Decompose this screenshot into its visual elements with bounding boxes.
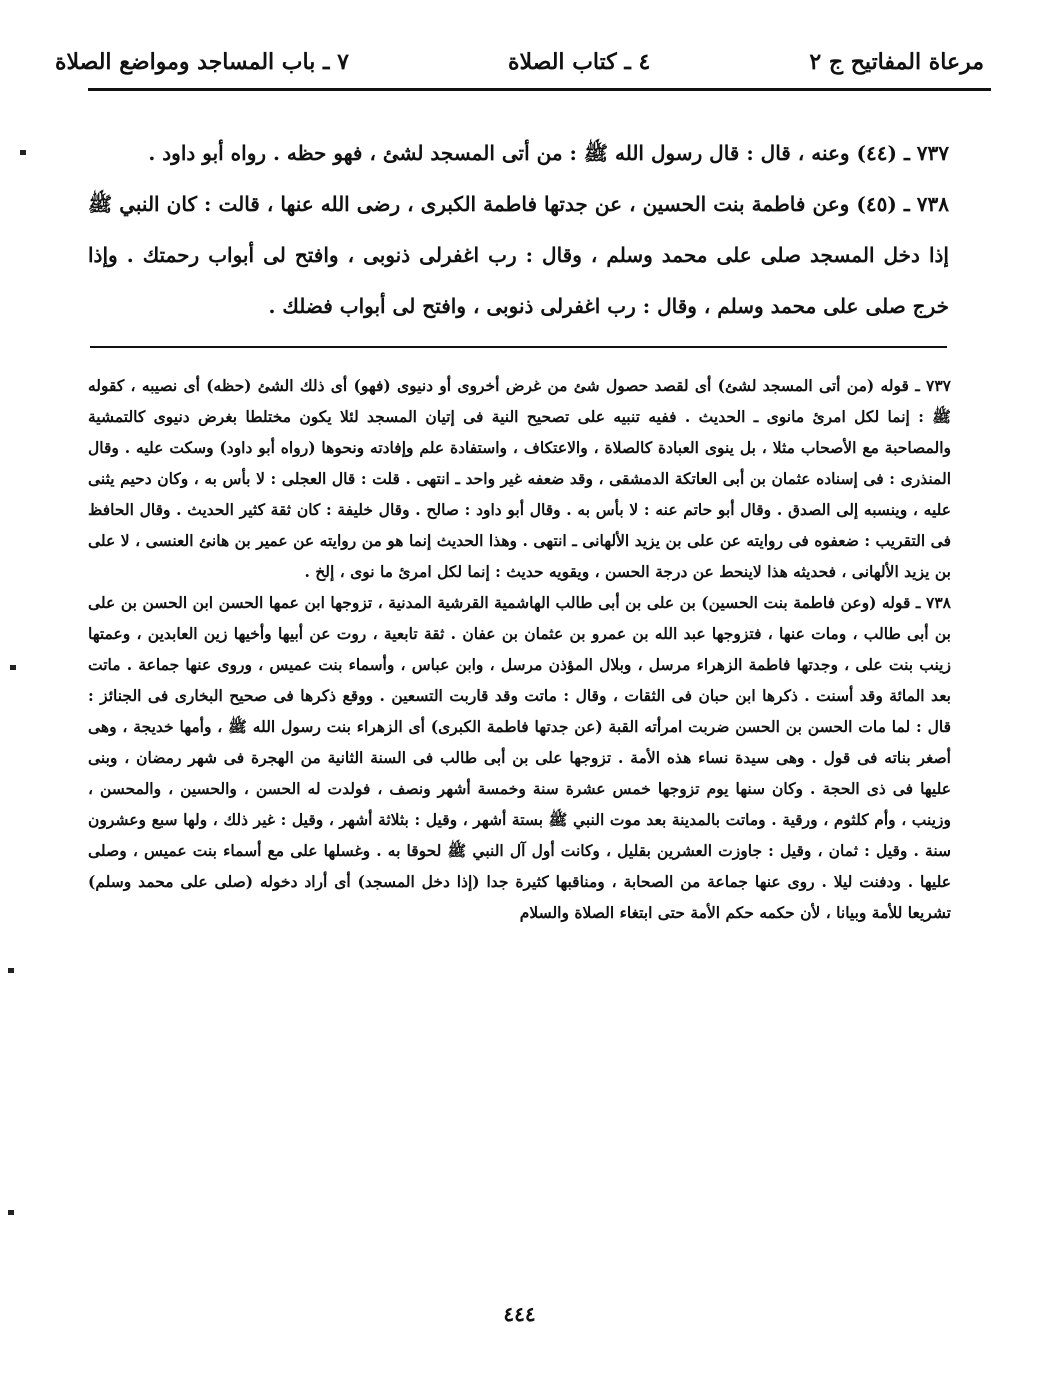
- margin-mark: [10, 665, 16, 670]
- commentary-737: ٧٣٧ ـ قوله (من أتى المسجد لشئ) أى لقصد حصول شئ من غرض أخروى أو دنيوى (فهو) أى ذلك الشئ (حظه) أى نصيبه ، كقوله ﷺ : إنما لكل امرئ مانوى ـ الحديث . ففيه تنبيه على تصحيح النية فى إتيان المسجد لئلا يكون مختلطا بغرض دنيوى كالتمشية والمصاحبة مع الأصحاب مثلا ، بل ينوى العبادة كالصلاة ، والاعتكاف ، واستفادة علم وإفادته ونحوها (رواه أبو داود) وسكت عليه . وقال المنذرى : فى إسناده عثمان بن أبى العاتكة الدمشقى ، وقد ضعفه غير واحد ـ انتهى . قلت : قال العجلى : لا بأس به ، وكان دحيم يثنى عليه ، وينسبه إلى الصدق . وقال أبو حاتم عنه : لا بأس به . وقال أبو داود : صالح . وقال خليفة : كان ثقة كثير الحديث . وقال الحافظ فى التقريب : ضعفوه فى روايته عن على بن يزيد الألهانى ـ انتهى . وهذا الحديث إنما هو من روايته عن عمير بن هانئ العنسى ، لا على بن يزيد الألهانى ، فحديثه هذا لاينحط عن درجة الحسن ، ويقويه حديث : إنما لكل امرئ ما نوى ، إلخ .: [88, 376, 951, 581]
- page-number: ٤٤٤: [503, 1302, 536, 1326]
- header-rule: [88, 88, 991, 91]
- margin-mark: [8, 1210, 14, 1215]
- margin-mark: [20, 150, 26, 155]
- commentary-738: ٧٣٨ ـ قوله (وعن فاطمة بنت الحسين) بن على بن أبى طالب الهاشمية القرشية المدنية ، تزوجها ابن عمها الحسن ابن الحسن بن على بن أبى طالب ، ومات عنها ، فتزوجها عبد الله بن عمرو بن عثمان بن عفان . ثقة تابعية ، روت عن أبيها وأخيها زين العابدين ، وعمتها زينب بنت على ، وجدتها فاطمة الزهراء مرسل ، وبلال المؤذن مرسل ، وابن عباس ، وأسماء بنت عميس ، وروى عنها جماعة . ماتت بعد المائة وقد أسنت . ذكرها ابن حبان فى الثقات ، وقال : ماتت وقد قاربت التسعين . ووقع ذكرها فى صحيح البخارى فى الجنائز : قال : لما مات الحسن بن الحسن ضربت امرأته القبة (عن جدتها فاطمة الكبرى) أى الزهراء بنت رسول الله ﷺ ، وأمها خديجة ، وهى أصغر بناته فى قول . وهى سيدة نساء هذه الأمة . تزوجها على بن أبى طالب فى السنة الثانية من الهجرة فى شهر رمضان ، وبنى عليها فى ذى الحجة . وكان سنها يوم تزوجها خمس عشرة سنة وخمسة أشهر ونصف ، فولدت له الحسن ، والحسين ، والمحسن ، وزينب ، وأم كلثوم ، ورقية . وماتت بالمدينة بعد موت النبي ﷺ بستة أشهر ، وقيل : بثلاثة أشهر ، وقيل : غير ذلك ، ولها سبع وعشرون سنة . وقيل : ثمان ، وقيل : جاوزت العشرين بقليل ، وكانت أول آل النبي ﷺ لحوقا به . وغسلها على مع أسماء بنت عميس ، وصلى عليها . ودفنت ليلا . روى عنها جماعة من الصحابة ، ومناقبها كثيرة جدا (إذا دخل المسجد) أى أراد دخوله (صلى على محمد وسلم) تشريعا للأمة وبيانا ، لأن حكمه حكم الأمة حتى ابتغاء الصلاة والسلام: [88, 593, 951, 922]
- book-title: مرعاة المفاتيح ج ٢: [809, 49, 984, 75]
- running-header: [55, 40, 984, 84]
- hadith-738: ٧٣٨ ـ (٤٥) وعن فاطمة بنت الحسين ، عن جدتها فاطمة الكبرى ، رضى الله عنها ، قالت : كان النبي ﷺ إذا دخل المسجد صلى على محمد وسلم ، وقال : رب اغفرلى ذنوبى ، وافتح لى أبواب رحمتك . وإذا خرج صلى على محمد وسلم ، وقال : رب اغفرلى ذنوبى ، وافتح لى أبواب فضلك .: [88, 192, 949, 318]
- hadith-text: [88, 128, 949, 332]
- bab-title: ٧ ـ باب المساجد ومواضع الصلاة: [55, 49, 349, 75]
- section-divider: [90, 346, 947, 348]
- hadith-737: ٧٣٧ ـ (٤٤) وعنه ، قال : قال رسول الله ﷺ : من أتى المسجد لشئ ، فهو حظه . رواه أبو داود .: [148, 141, 949, 165]
- margin-mark: [8, 968, 14, 973]
- commentary: [88, 370, 951, 928]
- kitab-title: ٤ ـ كتاب الصلاة: [508, 49, 651, 75]
